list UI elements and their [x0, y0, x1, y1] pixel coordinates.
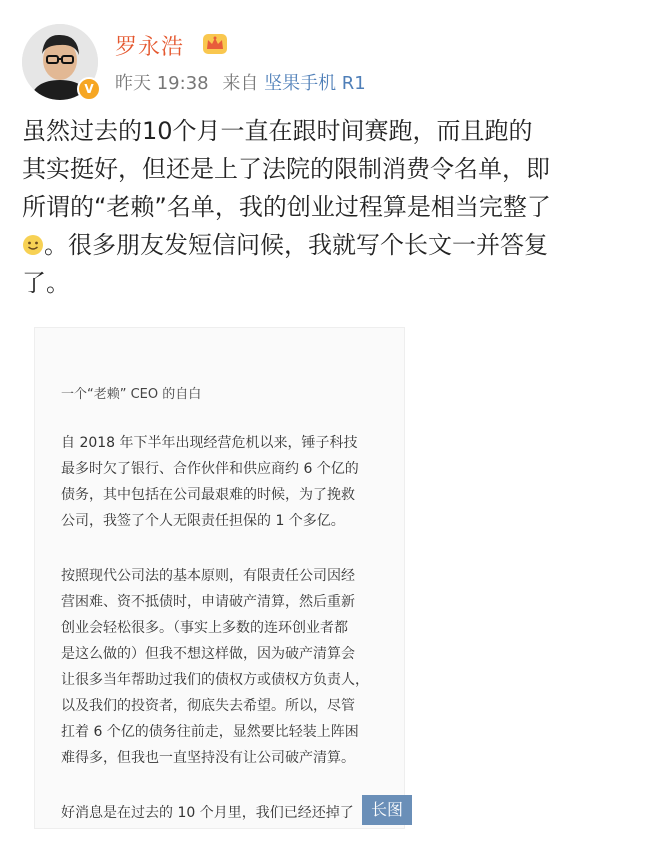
source-prefix: 来自: [222, 73, 259, 94]
doc-line: 难得多，但我也一直坚持没有让公司破产清算。: [61, 750, 355, 766]
username[interactable]: 罗永浩: [115, 35, 185, 60]
doc-line: 自 2018 年下半年出现经营危机以来，锤子科技: [61, 435, 358, 451]
long-image-badge[interactable]: 长图: [362, 795, 412, 825]
verified-badge-icon: V: [77, 77, 101, 101]
doc-line: 好消息是在过去的 10 个月里，我们已经还掉了: [61, 805, 354, 821]
post-line: 虽然过去的10个月一直在跟时间赛跑，而且跑的: [22, 117, 533, 145]
smile-emoji-icon: [22, 234, 44, 256]
doc-title: 一个“老赖” CEO 的自白: [61, 387, 202, 402]
crown-icon: [202, 33, 228, 55]
doc-line: 最多时欠了银行、合作伙伴和供应商约 6 个亿的: [61, 461, 359, 477]
doc-line: 让很多当年帮助过我们的债权方或债权方负责人，: [61, 672, 369, 688]
post-text: [22, 112, 634, 302]
doc-paragraph-3: [61, 800, 393, 826]
post-line-with-emoji: [22, 226, 634, 264]
doc-line: 创业会轻松很多。（事实上多数的连环创业者都: [61, 620, 348, 636]
doc-paragraph-2: [61, 563, 393, 771]
post-line: 。很多朋友发短信问候，我就写个长文一并答复: [44, 231, 548, 259]
post-line: 其实挺好，但还是上了法院的限制消费令名单，即: [22, 155, 550, 183]
post-line: 所谓的“老赖”名单，我的创业过程算是相当完整了: [22, 193, 551, 221]
doc-line: 债务，其中包括在公司最艰难的时候，为了挽救: [61, 487, 355, 503]
post-line: 了。: [22, 269, 70, 297]
doc-line: 营困难、资不抵债时，申请破产清算，然后重新: [61, 594, 355, 610]
doc-paragraph-1: [61, 430, 393, 534]
doc-line: 扛着 6 个亿的债务往前走，显然要比轻装上阵困: [61, 724, 359, 740]
post-meta: [115, 69, 366, 95]
doc-line: 公司，我签了个人无限责任担保的 1 个多亿。: [61, 513, 345, 529]
long-image-attachment[interactable]: [34, 327, 405, 829]
doc-line: 按照现代公司法的基本原则，有限责任公司因经: [61, 568, 355, 584]
source-link[interactable]: 坚果手机 R1: [264, 73, 366, 94]
doc-line: 以及我们的投资者，彻底失去希望。所以，尽管: [61, 698, 355, 714]
post-time: 昨天 19:38: [115, 73, 209, 94]
doc-line: 是这么做的）但我不想这样做，因为破产清算会: [61, 646, 355, 662]
